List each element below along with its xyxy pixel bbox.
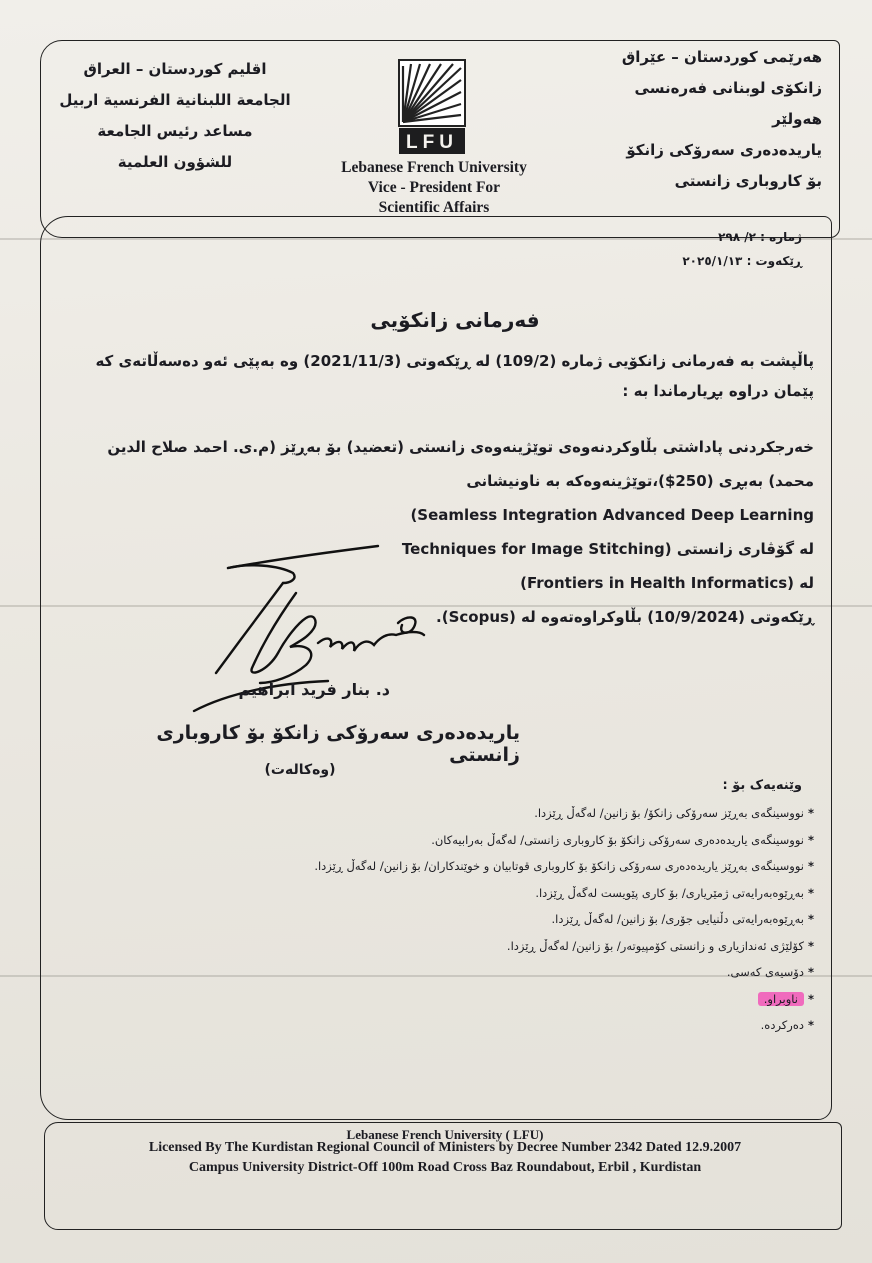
letterhead-line: بۆ کاروباری زانستی bbox=[674, 172, 822, 190]
cc-item: *بەڕێوەبەرایەتی دڵنیایی جۆری/ بۆ زانین/ لەگەڵ ڕێزدا. bbox=[551, 912, 814, 926]
journal-name: (Frontiers in Health Informatics) bbox=[520, 574, 795, 592]
letterhead-line: اقليم كوردستان – العراق bbox=[83, 60, 267, 78]
letterhead-line: Scientific Affairs bbox=[378, 199, 490, 216]
decree-text: محمد) بەبڕی (250$)،توێژینەوەکە بە ناونیشانی bbox=[466, 472, 814, 490]
decree-line: ڕێکەوتی (10/9/2024) بڵاوکراوەتەوە لە (Scopus). bbox=[436, 608, 814, 626]
footer-university: Lebanese French University ( LFU) bbox=[346, 1127, 544, 1142]
footer-address: Campus University District-Off 100m Road Cross Baz Roundabout, Erbil , Kurdistan bbox=[188, 1160, 702, 1175]
letterhead-line: زانکۆی لوبنانی فەرەنسی هەولێر bbox=[634, 79, 822, 128]
decree-intro: پاڵپشت بە فەرمانی زانکۆیی ژمارە (109/2) لە ڕێکەوتی (2021/11/3) وە بەپێی ئەو دەسەڵاتەی کە پێمان دراوە بڕیارماندا بە : bbox=[95, 352, 814, 400]
letterhead-arabic bbox=[55, 54, 295, 178]
logo-text: LFU bbox=[406, 132, 458, 153]
letterhead-english bbox=[305, 158, 563, 218]
decree-title: فەرمانی زانکۆیی bbox=[370, 308, 540, 332]
cc-item: *دۆسیەی کەسی. bbox=[726, 965, 814, 979]
decree-line bbox=[84, 464, 814, 532]
letterhead-line: Lebanese French University bbox=[341, 159, 527, 176]
letterhead-line: هەرێمی کوردستان – عێراق bbox=[621, 48, 822, 66]
cc-item: *نووسینگەی بەڕێز یاریدەدەری سەرۆکی زانکۆ بۆ کاروباری قوتابیان و خوێندکاران/ بۆ زانین/ لەگەڵ ڕێزدا. bbox=[314, 859, 814, 873]
decree-line: خەرجکردنی پاداشتی بڵاوکردنەوەی توێژینەوەی زانستی (تعضید) بۆ بەڕێز (م.ی. احمد صلاح الدين bbox=[107, 438, 814, 456]
cc-item: *دەرکردە. bbox=[760, 1018, 814, 1032]
cc-item-highlighted: *ناوبراو. bbox=[194, 986, 814, 1013]
reference-date: ڕێکەوت : ٢٠٢٥/١/١٣ bbox=[682, 254, 802, 268]
cc-item: *نووسینگەی بەڕێز سەرۆکی زانکۆ/ بۆ زانین/ لەگەڵ ڕێزدا. bbox=[534, 806, 814, 820]
cc-item: *کۆلێژی ئەندازیاری و زانستی کۆمپیوتەر/ بۆ زانین/ لەگەڵ ڕێزدا. bbox=[506, 938, 814, 953]
letterhead-line: الجامعة اللبنانية الفرنسية اربيل bbox=[59, 91, 291, 109]
article-title-part: Techniques for Image Stitching) bbox=[401, 540, 672, 558]
letterhead-line: مساعد رئيس الجامعة bbox=[97, 122, 253, 140]
letterhead-line: للشؤون العلمية bbox=[117, 153, 233, 171]
signatory-name: د. بنار فريد ابراهيم bbox=[238, 680, 390, 699]
decree-text: لە گۆڤاری زانستی bbox=[676, 540, 814, 558]
footer-license: Licensed By The Kurdistan Regional Council of Ministers by Decree Number 2342 Dated 12.9.2007 bbox=[148, 1140, 742, 1155]
cc-item: *بەڕێوەبەرایەتی ژمێریاری/ بۆ کاری پێویست لەگەڵ ڕێزدا. bbox=[535, 885, 814, 900]
letterhead-kurdish bbox=[592, 42, 822, 197]
university-logo bbox=[397, 58, 467, 156]
signatory-role: (وەکالەت) bbox=[264, 762, 336, 778]
cc-item: *نووسینگەی یاریدەدەری سەرۆکی زانکۆ بۆ کاروباری زانستی/ لەگەڵ بەرابیەکان. bbox=[431, 832, 814, 847]
decree-text: لە bbox=[799, 574, 814, 592]
signatory-title: یاریدەدەری سەرۆکی زانکۆ بۆ کاروباری زانستی bbox=[156, 722, 520, 766]
letterhead-line: یاریدەدەری سەرۆکی زانکۆ bbox=[626, 141, 822, 159]
cc-title: وێنەیەک بۆ : bbox=[722, 778, 802, 793]
reference-number: ژمارە : ٢/ ٢٩٨ bbox=[718, 230, 802, 244]
cc-list bbox=[194, 800, 814, 1039]
letterhead-line: Vice - President For bbox=[367, 179, 501, 196]
article-title-part: (Seamless Integration Advanced Deep Learning bbox=[410, 506, 814, 524]
